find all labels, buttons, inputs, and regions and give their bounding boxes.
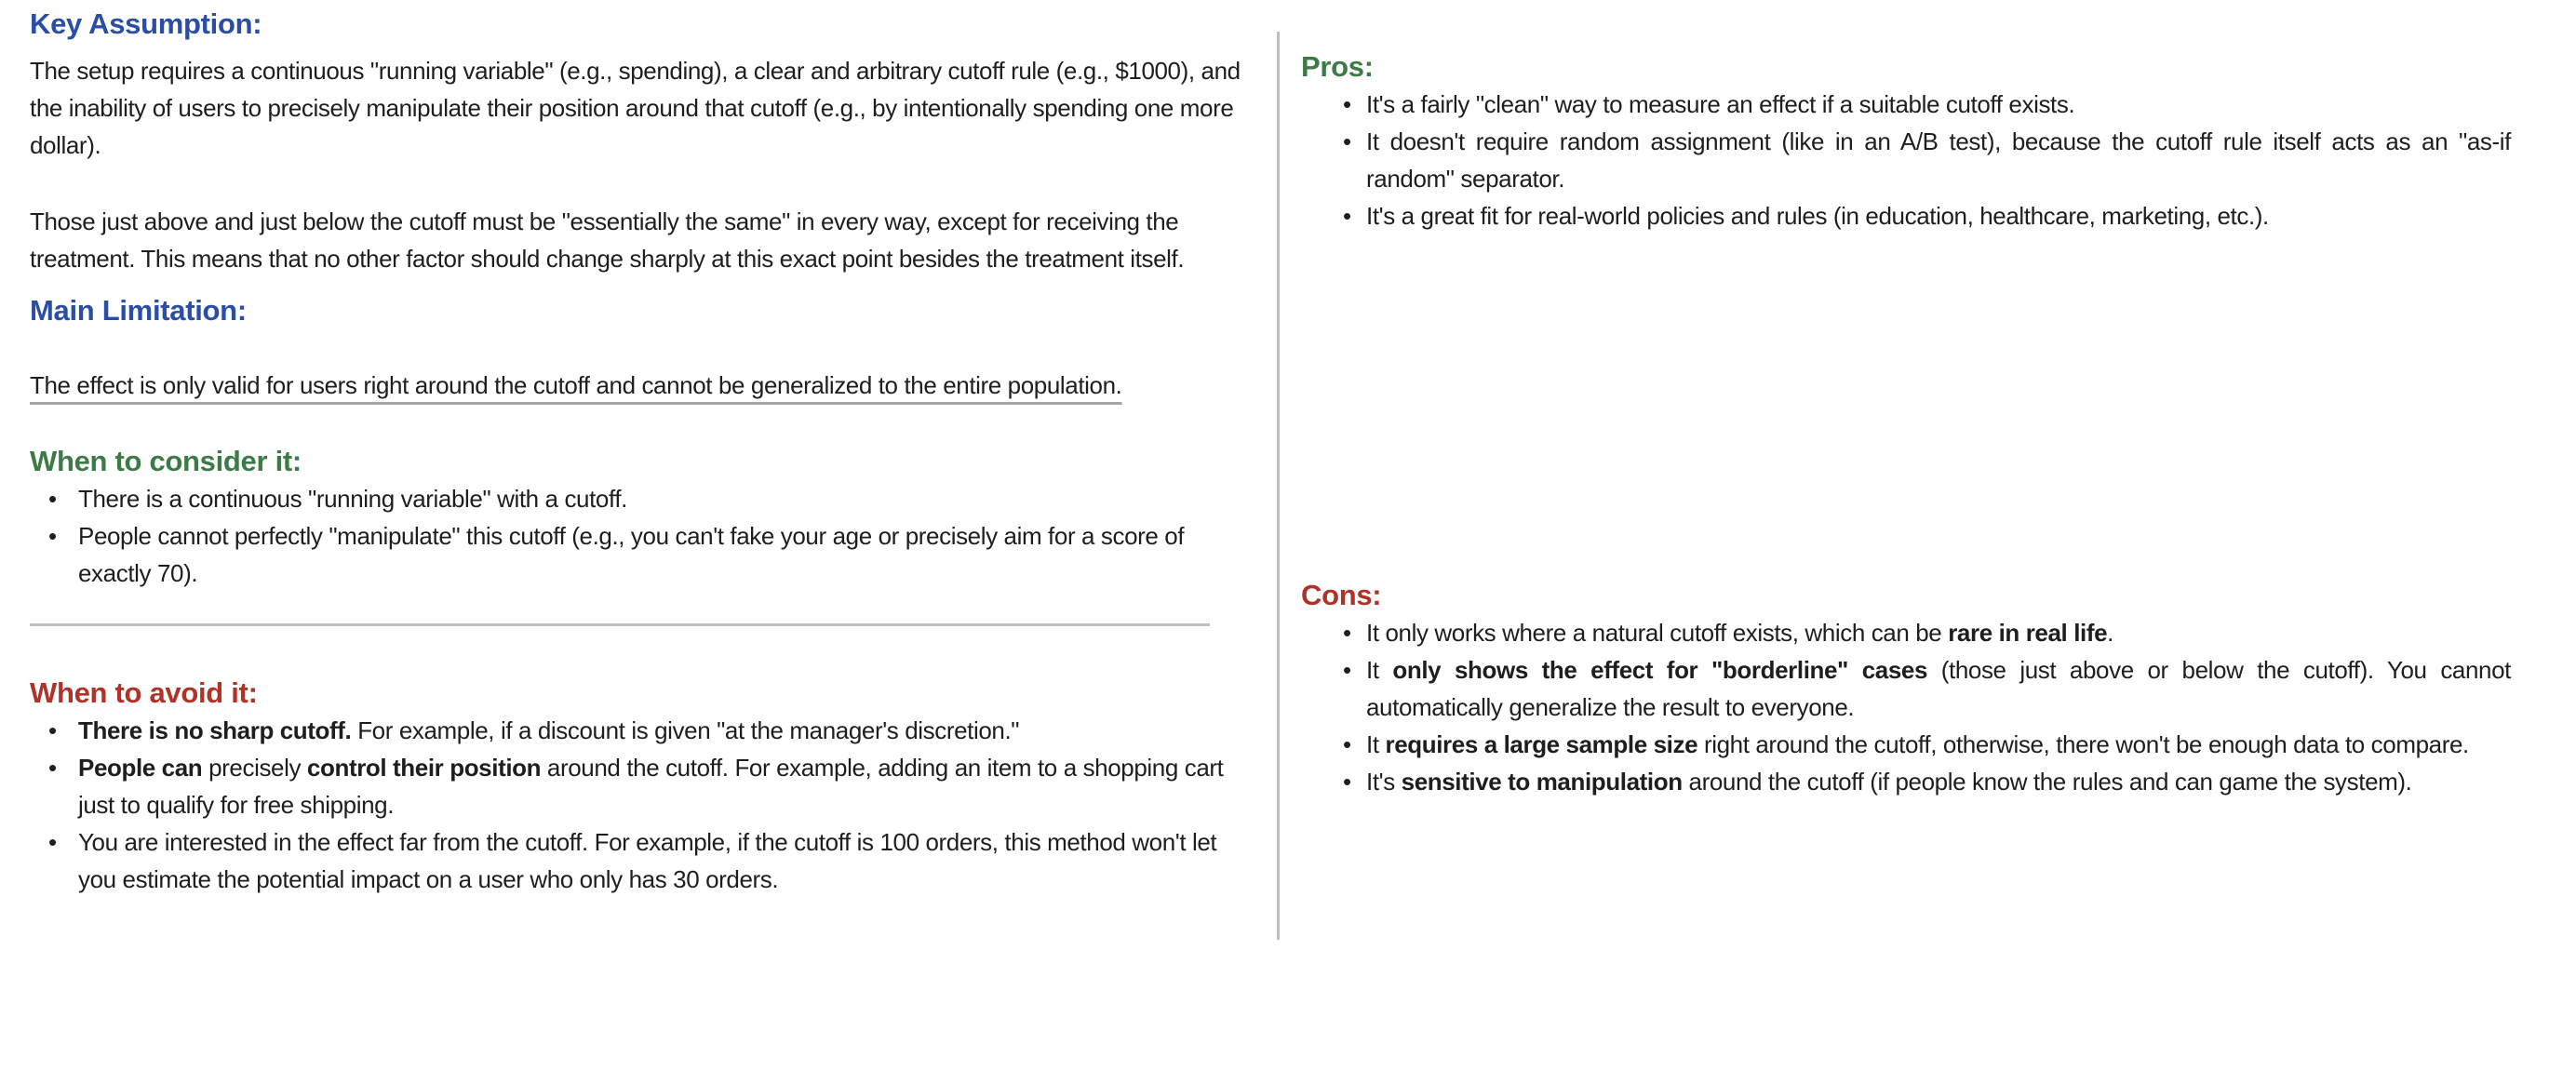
- text-run: It: [1366, 656, 1393, 684]
- text-run: It's: [1366, 768, 1402, 796]
- text-run: People cannot perfectly "manipulate" this cutoff (e.g., you can't fake your age or precisely aim for a score of exactly 70).: [78, 522, 1185, 587]
- left-column: [30, 0, 1260, 898]
- bold-text-run: People can: [78, 754, 203, 782]
- when-to-avoid-heading: When to avoid it:: [30, 676, 258, 709]
- list-item: [1301, 763, 2511, 800]
- list-item: [30, 712, 1260, 749]
- bold-text-run: requires a large sample size: [1385, 730, 1698, 758]
- key-assumption-paragraph-1: The setup requires a continuous "running variable" (e.g., spending), a clear and arbitrary cutoff rule (e.g., $1000), and the inability of users to precisely manipulate their position around that cutoff (e.g., by intentionally spending one more dollar).: [30, 57, 1241, 159]
- key-assumption-heading: Key Assumption:: [30, 7, 262, 40]
- list-item: [30, 823, 1260, 898]
- text-run: right around the cutoff, otherwise, there won't be enough data to compare.: [1697, 730, 2469, 758]
- when-to-consider-heading: When to consider it:: [30, 445, 302, 477]
- pros-list: [1301, 86, 2511, 234]
- text-run: (those just above or below the cutoff). You cannot automatically generalize the result to everyone.: [1366, 656, 2511, 721]
- bold-text-run: only shows the effect for "borderline" cases: [1392, 656, 1928, 684]
- text-run: It: [1366, 730, 1386, 758]
- text-run: precisely: [202, 754, 307, 782]
- main-limitation-statement: The effect is only valid for users right around the cutoff and cannot be generalized to the entire population.: [30, 371, 1122, 399]
- main-limitation-heading: Main Limitation:: [30, 294, 247, 327]
- list-item: [1301, 614, 2511, 651]
- bold-text-run: rare in real life: [1948, 619, 2108, 647]
- text-run: around the cutoff (if people know the rules and can game the system).: [1682, 768, 2412, 796]
- key-assumption-paragraph-2: Those just above and just below the cutoff must be "essentially the same" in every way, except for receiving the treatment. This means that no other factor should change sharply at this exact point besides the treatment itself.: [30, 207, 1185, 273]
- text-run: around the cutoff. For example, adding an item to a shopping cart just to qualify for free shipping.: [78, 754, 1224, 819]
- text-run: It only works where a natural cutoff exists, which can be: [1366, 619, 1949, 647]
- cons-list: [1301, 614, 2511, 800]
- list-item: [30, 517, 1260, 592]
- list-item: [1301, 123, 2511, 197]
- horizontal-divider: [30, 623, 1210, 626]
- bold-text-run: control their position: [306, 754, 542, 782]
- list-item: [1301, 651, 2511, 726]
- bold-text-run: sensitive to manipulation: [1401, 768, 1683, 796]
- text-run: It's a fairly "clean" way to measure an effect if a suitable cutoff exists.: [1366, 90, 2075, 118]
- bold-text-run: There is no sharp cutoff.: [78, 716, 352, 744]
- cons-heading: Cons:: [1301, 579, 1382, 611]
- list-item: [30, 749, 1260, 823]
- right-column: [1301, 0, 2511, 800]
- text-run: There is a continuous "running variable" with a cutoff.: [78, 485, 627, 513]
- when-to-consider-list: [30, 480, 1260, 592]
- list-item: [30, 480, 1260, 517]
- when-to-avoid-list: [30, 712, 1260, 898]
- list-item: [1301, 86, 2511, 123]
- text-run: .: [2107, 619, 2113, 647]
- text-run: It doesn't require random assignment (like in an A/B test), because the cutoff rule itself acts as an "as-if random" separator.: [1366, 127, 2511, 193]
- text-run: It's a great fit for real-world policies and rules (in education, healthcare, marketing, etc.).: [1366, 202, 2269, 230]
- vertical-column-divider: [1277, 32, 1280, 940]
- pros-heading: Pros:: [1301, 50, 1374, 83]
- text-run: For example, if a discount is given "at the manager's discretion.": [351, 716, 1020, 744]
- text-run: You are interested in the effect far from the cutoff. For example, if the cutoff is 100 orders, this method won't let you estimate the potential impact on a user who only has 30 orders.: [78, 828, 1217, 893]
- list-item: [1301, 726, 2511, 763]
- list-item: [1301, 197, 2511, 234]
